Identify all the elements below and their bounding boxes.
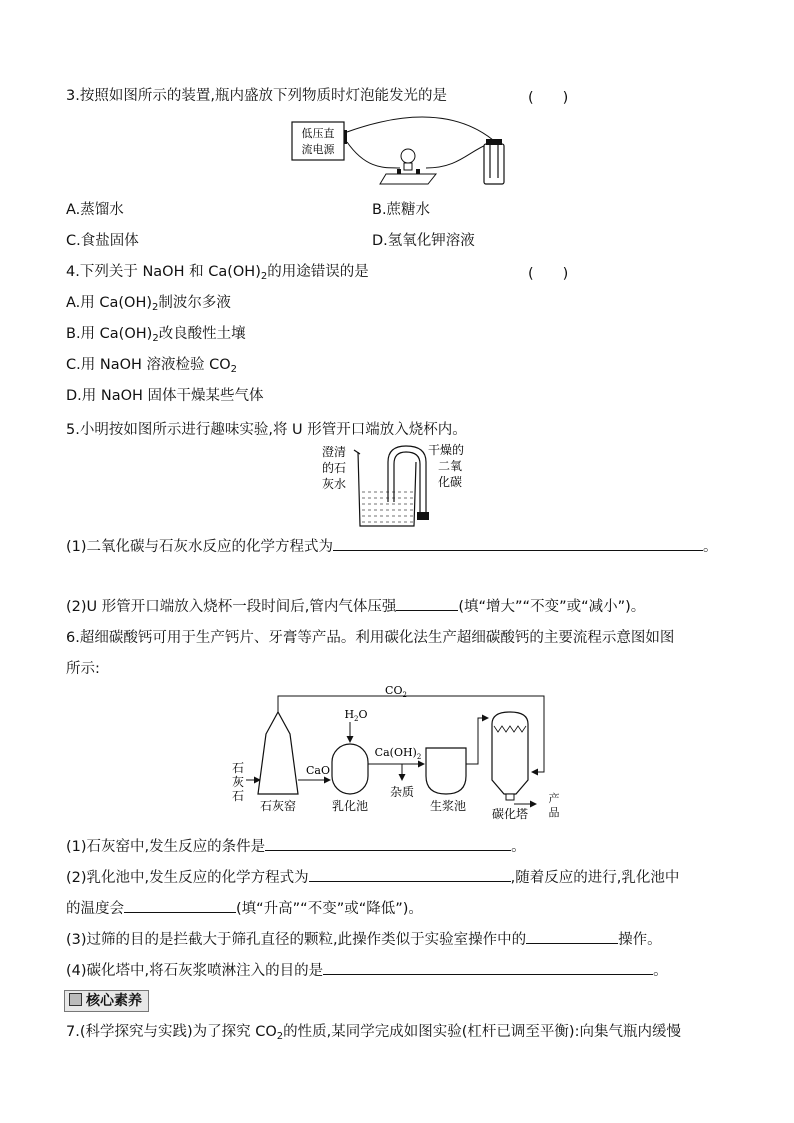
q3-circuit-figure [288, 112, 518, 192]
label-tower: 碳化塔 [491, 807, 529, 821]
q6-part2: (2)乳化池中,发生反应的化学方程式为 ,随着反应的进行,乳化池中 [66, 865, 679, 888]
label-product-2: 品 [548, 806, 560, 819]
q7-stem: 7.(科学探究与实践)为了探究 $CO_2$的性质,某同学完成如图实验(杠杆已调至平衡):向集气瓶内缓慢 [66, 1024, 681, 1042]
q6-flowchart-figure [226, 684, 576, 824]
label-co2-3: 化碳 [437, 475, 463, 489]
label-cao: CaO [306, 764, 330, 777]
q3-option-a: A.蒸馏水 [66, 202, 124, 218]
label-caoh2: $Ca(OH)_2$ [374, 746, 422, 761]
label-co2-2: 二氧 [437, 459, 463, 473]
q6-part2-blank-temperature[interactable] [124, 896, 236, 913]
label-limewater-2: 的石 [321, 461, 347, 475]
q5-stem: 5.小明按如图所示进行趣味实验,将 U 形管开口端放入烧杯内。 [66, 422, 467, 438]
power-label-1: 低压直 [301, 127, 335, 140]
q4-option-d: D.用 NaOH 固体干燥某些气体 [66, 388, 264, 404]
lamp-base [380, 174, 436, 184]
label-limewater-3: 灰水 [321, 477, 347, 491]
q5-part1-blank[interactable] [333, 534, 703, 551]
label-h2o: $H_2O$ [344, 708, 368, 723]
label-kiln: 石灰窑 [259, 799, 297, 813]
label-co2: $CO_2$ [385, 684, 407, 699]
label-product-1: 产 [548, 792, 560, 805]
q6-part4-blank[interactable] [323, 958, 653, 975]
q4-stem: 4.下列关于 NaOH 和 $Ca(OH)_2$的用途错误的是 [66, 264, 369, 282]
q5-u-tube-figure [316, 442, 486, 530]
q6-part1-blank[interactable] [265, 834, 511, 851]
kiln [258, 712, 298, 794]
label-impurity: 杂质 [389, 785, 415, 799]
q6-part3: (3)过筛的目的是拦截大于筛孔直径的颗粒,此操作类似于实验室操作中的 操作。 [66, 927, 662, 950]
q6-stem-line1: 6.超细碳酸钙可用于生产钙片、牙膏等产品。利用碳化法生产超细碳酸钙的主要流程示意图如图 [66, 630, 675, 646]
bulb [401, 149, 415, 163]
q3-option-b: B.蔗糖水 [372, 202, 431, 218]
label-raw-2: 灰 [231, 775, 245, 789]
label-slurry: 生浆池 [429, 799, 467, 813]
beaker [358, 452, 416, 526]
slurry-tank [426, 748, 466, 794]
q3-stem: 3.按照如图所示的装置,瓶内盛放下列物质时灯泡能发光的是 [66, 88, 447, 104]
q5-part1: (1)二氧化碳与石灰水反应的化学方程式为 。 [66, 534, 718, 557]
label-raw-3: 石 [231, 789, 245, 803]
q4-option-a: A.用 $Ca(OH)_2$制波尔多液 [66, 295, 231, 313]
q6-part4: (4)碳化塔中,将石灰浆喷淋注入的目的是 。 [66, 958, 668, 981]
q6-stem-line2: 所示: [66, 661, 100, 677]
q6-part2-line2: 的温度会 (填“升高”“不变”或“降低”)。 [66, 896, 423, 919]
q3-option-c: C.食盐固体 [66, 233, 139, 249]
q3-answer-paren: ( ) [528, 90, 569, 106]
jar [484, 144, 504, 184]
q6-part2-blank-equation[interactable] [309, 865, 511, 882]
q4-answer-paren: ( ) [528, 266, 569, 282]
q6-part3-blank[interactable] [526, 927, 618, 944]
q4-option-b: B.用 $Ca(OH)_2$改良酸性土壤 [66, 326, 246, 344]
slaker [332, 744, 368, 794]
q6-part1: (1)石灰窑中,发生反应的条件是 。 [66, 834, 526, 857]
carbonation-tower [492, 712, 528, 794]
cube-icon [69, 993, 82, 1006]
u-tube-inner [394, 452, 420, 512]
label-slaker: 乳化池 [331, 799, 369, 813]
q5-part2: (2)U 形管开口端放入烧杯一段时间后,管内气体压强 (填“增大”“不变”或“减小”)。 [66, 594, 645, 617]
label-limewater-1: 澄清 [321, 445, 347, 459]
power-label-2: 流电源 [301, 143, 335, 156]
q3-option-d: D.氢氧化钾溶液 [372, 233, 475, 249]
q4-option-c: C.用 NaOH 溶液检验 $CO_2$ [66, 357, 238, 375]
q5-part2-blank[interactable] [396, 594, 458, 611]
label-raw-1: 石 [231, 761, 245, 775]
section-badge: 核心素养 [64, 990, 149, 1012]
label-co2-1: 干燥的 [427, 443, 465, 457]
